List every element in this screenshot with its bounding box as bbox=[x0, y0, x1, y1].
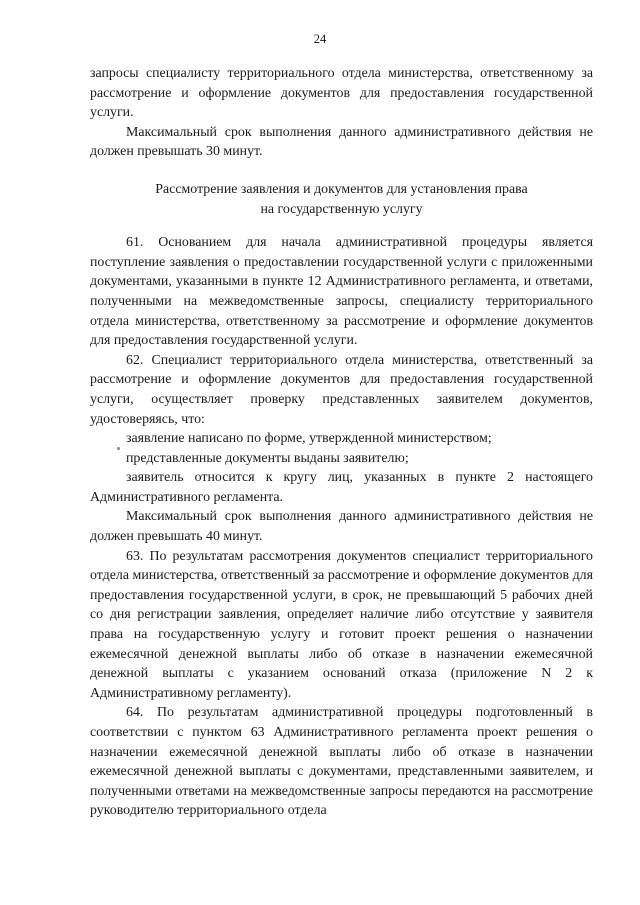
paragraph-63: 63. По результатам рассмотрения документов специалист территориального отдела министерства, ответственный за рассмотрение и оформление документов для предоставления государственной услуги, в срок, не превышающий 5 рабочих дней со дня регистрации заявления, определяет наличие либо отсутствие у заявителя права на государственную услугу и готовит проект решения о назначении ежемесячной денежной выплаты либо об отказе в назначении ежемесячной денежной выплаты с указанием оснований отказа (приложение N 2 к Административному регламенту). bbox=[90, 548, 593, 701]
list-item: заявление написано по форме, утвержденной министерством; bbox=[126, 431, 492, 447]
paragraph-62: 62. Специалист территориального отдела министерства, ответственный за рассмотрение и оформление документов для предоставления государственной услуги, осуществляет проверку представленных заявителем документов, удостоверяясь, что: bbox=[90, 352, 593, 427]
section-heading-line-2: на государственную услугу bbox=[260, 201, 423, 217]
document-body bbox=[90, 64, 593, 821]
list-item: заявитель относится к кругу лиц, указанных в пункте 2 настоящего Административного регламента. bbox=[90, 470, 593, 505]
paragraph-time-limit-30: Максимальный срок выполнения данного административного действия не должен превышать 30 минут. bbox=[90, 124, 593, 160]
list-item: представленные документы выданы заявителю; bbox=[126, 450, 409, 466]
paragraph-continuation: запросы специалисту территориального отдела министерства, ответственному за рассмотрение и оформление документов для предоставления государственной услуги. bbox=[90, 66, 593, 121]
paragraph-61: 61. Основанием для начала административной процедуры является поступление заявления о предоставлении государственной услуги с приложенными документами, указанными в пункте 12 Административного регламента, и ответами, полученными на межведомственные запросы, специалисту территориального отдела министерства, ответственному за рассмотрение и оформление документов для предоставления государственной услуги. bbox=[90, 235, 593, 349]
page-number: 24 bbox=[313, 32, 327, 46]
paragraph-64: 64. По результатам административной процедуры подготовленный в соответствии с пунктом 63 Административного регламента проект решения о назначении ежемесячной денежной выплаты либо об отказе в назначении ежемесячной денежной выплаты с документами, представленными заявителем, и полученными ответами на межведомственные запросы передаются на рассмотрение руководителю территориального отдела bbox=[90, 705, 593, 819]
paragraph-time-limit-40: Максимальный срок выполнения данного административного действия не должен превышать 40 минут. bbox=[90, 509, 593, 545]
section-heading bbox=[90, 180, 593, 219]
section-heading-line-1: Рассмотрение заявления и документов для установления права bbox=[155, 181, 528, 197]
